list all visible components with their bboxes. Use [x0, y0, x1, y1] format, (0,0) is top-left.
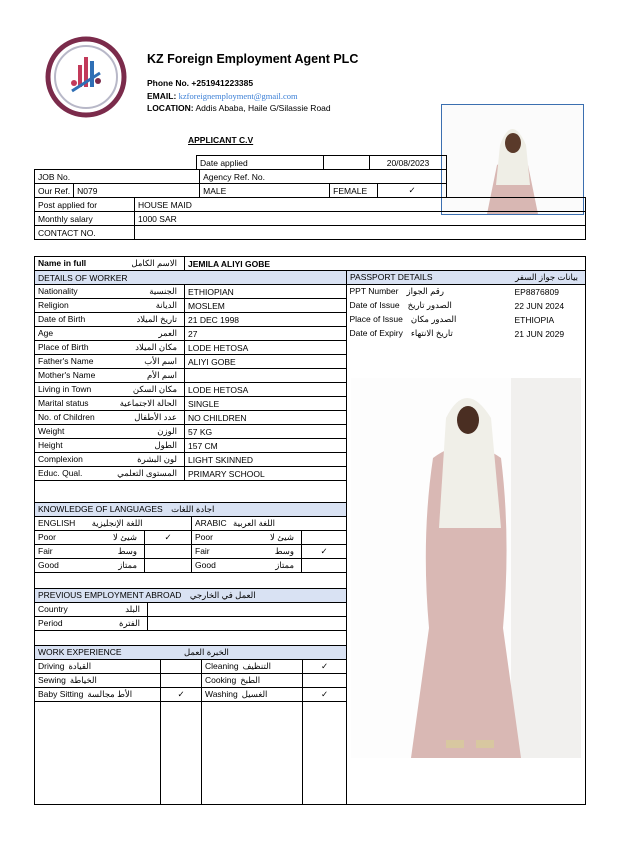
worker-label-ar: مكان الميلاد — [135, 342, 177, 352]
worker-label: Height — [38, 440, 63, 450]
female-label: FEMALE — [330, 184, 378, 198]
exp-col-line-1 — [160, 701, 161, 805]
language-row — [35, 559, 347, 573]
agency-ref-label: Agency Ref. No. — [200, 170, 447, 184]
lang-level-label: Good — [38, 560, 59, 570]
passport-table — [346, 270, 586, 341]
arabic-label: ARABIC — [195, 518, 227, 528]
our-ref-label: Our Ref. — [35, 184, 74, 198]
lang-ar-check: ✓ — [302, 545, 347, 559]
worker-value: 57 KG — [185, 425, 347, 439]
exp-right-label: Cleaning — [205, 661, 239, 671]
exp-col-line-2 — [201, 701, 202, 805]
experience-row — [35, 660, 347, 674]
period-ar: الفترة — [119, 618, 140, 628]
experience-header-ar: الخبرة العمل — [183, 647, 229, 657]
worker-label: Weight — [38, 426, 65, 436]
exp-right-cell — [202, 660, 303, 674]
passport-label-ar: الصدور تاريخ — [407, 300, 452, 310]
company-phone-line — [147, 78, 253, 88]
worker-header: DETAILS OF WORKER — [35, 271, 347, 285]
worker-value — [185, 369, 347, 383]
lang-en-check: ✓ — [145, 531, 192, 545]
passport-label: Date of Expiry — [349, 328, 403, 338]
worker-label: Age — [38, 328, 54, 338]
exp-left-ar: الخياطة — [69, 675, 97, 685]
worker-value: SINGLE — [185, 397, 347, 411]
previous-header — [35, 589, 347, 603]
exp-left-cell — [35, 674, 161, 688]
worker-label-ar: تاريخ الميلاد — [136, 314, 177, 324]
experience-table — [34, 645, 347, 702]
exp-right-label: Washing — [205, 689, 238, 699]
country-value — [148, 603, 347, 617]
job-no-label: JOB No. — [35, 170, 200, 184]
worker-row — [35, 467, 347, 481]
worker-row — [35, 327, 347, 341]
lang-level-ar: ممتاز — [118, 560, 137, 570]
worker-row — [35, 341, 347, 355]
passport-label: Date of Issue — [349, 300, 400, 310]
lang-en-level-cell — [35, 531, 145, 545]
passport-row — [347, 299, 586, 313]
worker-value: PRIMARY SCHOOL — [185, 467, 347, 481]
applicant-photo-full — [351, 378, 581, 758]
country-label: Country — [38, 604, 68, 614]
worker-label-cell — [35, 313, 185, 327]
passport-label-cell — [347, 327, 512, 341]
exp-left-label: Driving — [38, 661, 65, 671]
passport-header-label: PASSPORT DETAILS — [350, 272, 433, 282]
worker-label-cell — [35, 355, 185, 369]
worker-label: Date of Birth — [38, 314, 86, 324]
top-info-table — [196, 155, 447, 170]
passport-row — [347, 313, 586, 327]
languages-table — [34, 502, 347, 573]
worker-label-ar: الوزن — [157, 426, 177, 436]
phone-label: Phone No. — [147, 78, 190, 88]
post-table — [34, 197, 586, 240]
worker-label-cell — [35, 397, 185, 411]
lang-en-check — [145, 545, 192, 559]
worker-label: Living in Town — [38, 384, 92, 394]
worker-label-ar: الحالة الاجتماعية — [119, 398, 177, 408]
contact-value — [135, 226, 586, 240]
english-cell — [35, 517, 192, 531]
worker-label-ar: لون البشرة — [137, 454, 177, 464]
english-label: ENGLISH — [38, 518, 76, 528]
languages-header-ar: اجادة اللغات — [171, 504, 215, 514]
worker-label-ar: الديانة — [155, 300, 177, 310]
language-row — [35, 545, 347, 559]
our-ref-value: N079 — [74, 184, 200, 198]
worker-label: Mother's Name — [38, 370, 96, 380]
company-location-line — [147, 103, 331, 113]
date-applied-label: Date applied — [197, 156, 324, 170]
worker-label: Complexion — [38, 454, 83, 464]
worker-row — [35, 369, 347, 383]
english-ar: اللغة الإنجليزية — [91, 518, 143, 528]
worker-row — [35, 439, 347, 453]
worker-label-ar: الطول — [154, 440, 177, 450]
worker-label-cell — [35, 439, 185, 453]
worker-value: LODE HETOSA — [185, 383, 347, 397]
exp-left-check — [161, 660, 202, 674]
exp-right-check: ✓ — [303, 688, 347, 702]
lang-ar-check — [302, 531, 347, 545]
experience-header-label: WORK EXPERIENCE — [38, 647, 122, 657]
worker-label-ar: عدد الأطفال — [134, 412, 177, 422]
lang-en-level-cell — [35, 545, 145, 559]
name-label-ar: الاسم الكامل — [131, 258, 177, 268]
country-cell — [35, 603, 148, 617]
worker-label-ar: اسم الأب — [144, 356, 177, 366]
lang-level-ar: ممتاز — [275, 560, 294, 570]
exp-left-label: Sewing — [38, 675, 66, 685]
company-logo — [44, 35, 128, 119]
lang-level-ar: وسط — [117, 546, 137, 556]
previous-header-label: PREVIOUS EMPLOYMENT ABROAD — [38, 590, 182, 600]
lang-level-label: Fair — [195, 546, 210, 556]
female-check: ✓ — [378, 184, 447, 198]
worker-row — [35, 453, 347, 467]
worker-row — [35, 313, 347, 327]
worker-value: 157 CM — [185, 439, 347, 453]
passport-label-ar: الصدور مكان — [410, 314, 457, 324]
passport-value: ETHIOPIA — [514, 314, 555, 325]
worker-row — [35, 299, 347, 313]
lang-level-ar: شيئ لا — [270, 532, 294, 542]
location-value: Addis Ababa, Haile G/Silassie Road — [195, 103, 331, 113]
experience-row — [35, 688, 347, 702]
exp-left-ar: القيادة — [68, 661, 92, 671]
company-name: KZ Foreign Employment Agent PLC — [147, 52, 359, 66]
worker-row — [35, 285, 347, 299]
passport-label-cell — [347, 313, 512, 327]
worker-value: 21 DEC 1998 — [185, 313, 347, 327]
arabic-cell — [192, 517, 347, 531]
worker-label-ar: العمر — [158, 328, 177, 338]
worker-label-cell — [35, 299, 185, 313]
contact-label: CONTACT NO. — [35, 226, 135, 240]
company-email-line — [147, 91, 298, 101]
worker-label: Nationality — [38, 286, 78, 296]
languages-header-label: KNOWLEDGE OF LANGUAGES — [38, 504, 163, 514]
lang-ar-check — [302, 559, 347, 573]
salary-value: 1000 SAR — [135, 212, 586, 226]
lang-level-label: Poor — [195, 532, 213, 542]
name-label: Name in full — [38, 258, 87, 268]
exp-left-cell — [35, 688, 161, 702]
languages-header — [35, 503, 347, 517]
worker-label: Place of Birth — [38, 342, 89, 352]
worker-value: NO CHILDREN — [185, 411, 347, 425]
lang-ar-level-cell — [192, 559, 302, 573]
country-ar: البلد — [125, 604, 140, 614]
lang-level-label: Fair — [38, 546, 53, 556]
passport-label-ar: رقم الجواز — [406, 286, 444, 297]
name-value: JEMILA ALIYI GOBE — [185, 257, 586, 271]
passport-label-cell — [347, 299, 512, 313]
lang-level-ar: وسط — [274, 546, 294, 556]
period-label: Period — [38, 618, 63, 628]
exp-right-ar: الغسيل — [241, 689, 268, 699]
passport-value: EP8876809 — [514, 286, 559, 297]
worker-table — [34, 270, 347, 481]
exp-left-check: ✓ — [161, 688, 202, 702]
worker-row — [35, 411, 347, 425]
lang-level-label: Good — [195, 560, 216, 570]
male-label: MALE — [200, 184, 330, 198]
passport-label: PPT Number — [349, 286, 399, 297]
post-value: HOUSE MAID — [135, 198, 586, 212]
exp-right-cell — [202, 674, 303, 688]
worker-label: No. of Children — [38, 412, 95, 422]
passport-label-ar: تاريخ الانتهاء — [410, 328, 453, 338]
period-cell — [35, 617, 148, 631]
name-label-cell — [35, 257, 185, 271]
page-title: APPLICANT C.V — [188, 135, 254, 145]
worker-value: LIGHT SKINNED — [185, 453, 347, 467]
lang-en-level-cell — [35, 559, 145, 573]
date-applied-value: 20/08/2023 — [370, 156, 447, 170]
worker-label-cell — [35, 383, 185, 397]
exp-right-cell — [202, 688, 303, 702]
exp-left-label: Baby Sitting — [38, 689, 84, 699]
lang-level-ar: شيئ لا — [113, 532, 137, 542]
worker-label-cell — [35, 327, 185, 341]
exp-left-check — [161, 674, 202, 688]
passport-value: 22 JUN 2024 — [514, 300, 565, 311]
passport-label-cell — [347, 285, 512, 299]
period-value — [148, 617, 347, 631]
worker-value: ALIYI GOBE — [185, 355, 347, 369]
previous-header-ar: العمل في الخارجي — [189, 590, 256, 600]
worker-label: Marital status — [38, 398, 89, 408]
lang-level-label: Poor — [38, 532, 56, 542]
empty-cell — [324, 156, 370, 170]
worker-value: LODE HETOSA — [185, 341, 347, 355]
exp-right-check — [303, 674, 347, 688]
phone-value: +251941223385 — [191, 78, 254, 88]
exp-left-cell — [35, 660, 161, 674]
worker-value: MOSLEM — [185, 299, 347, 313]
worker-row — [35, 397, 347, 411]
worker-label: Father's Name — [38, 356, 94, 366]
worker-label-ar: مكان السكن — [132, 384, 177, 394]
exp-left-ar: الأط مجالسة — [87, 689, 133, 699]
exp-right-ar: التنظيف — [242, 661, 271, 671]
worker-row — [35, 425, 347, 439]
worker-row — [35, 383, 347, 397]
passport-header — [347, 271, 586, 285]
post-label: Post applied for — [35, 198, 135, 212]
email-link[interactable]: kzforeignemployment@gmail.com — [178, 91, 298, 101]
worker-label: Religion — [38, 300, 69, 310]
worker-label-cell — [35, 369, 185, 383]
exp-right-check: ✓ — [303, 660, 347, 674]
worker-label-ar: اسم الأم — [147, 370, 177, 380]
worker-label-cell — [35, 467, 185, 481]
job-table — [34, 169, 447, 198]
passport-label: Place of Issue — [349, 314, 403, 324]
worker-value: 27 — [185, 327, 347, 341]
previous-table — [34, 588, 347, 631]
worker-value: ETHIOPIAN — [185, 285, 347, 299]
exp-col-line-3 — [302, 701, 303, 805]
exp-right-label: Cooking — [205, 675, 237, 685]
worker-row — [35, 355, 347, 369]
experience-header — [35, 646, 347, 660]
passport-value: 21 JUN 2029 — [514, 328, 565, 339]
passport-row — [347, 285, 586, 299]
experience-row — [35, 674, 347, 688]
salary-label: Monthly salary — [35, 212, 135, 226]
worker-label-cell — [35, 341, 185, 355]
worker-label-cell — [35, 411, 185, 425]
worker-label-ar: المستوى التعلمي — [117, 468, 177, 478]
lang-ar-level-cell — [192, 531, 302, 545]
email-label: EMAIL: — [147, 91, 177, 101]
name-table — [34, 256, 586, 271]
worker-label-cell — [35, 285, 185, 299]
passport-row — [347, 327, 586, 341]
worker-label-cell — [35, 453, 185, 467]
exp-right-ar: الطبخ — [240, 675, 261, 685]
worker-label-ar: الجنسية — [149, 286, 177, 296]
arabic-ar: اللغة العربية — [233, 518, 276, 528]
language-row — [35, 531, 347, 545]
passport-header-ar: بيانات جواز السفر — [515, 272, 578, 282]
worker-label: Educ. Qual. — [38, 468, 83, 478]
lang-en-check — [145, 559, 192, 573]
location-label: LOCATION: — [147, 103, 194, 113]
worker-label-cell — [35, 425, 185, 439]
lang-ar-level-cell — [192, 545, 302, 559]
